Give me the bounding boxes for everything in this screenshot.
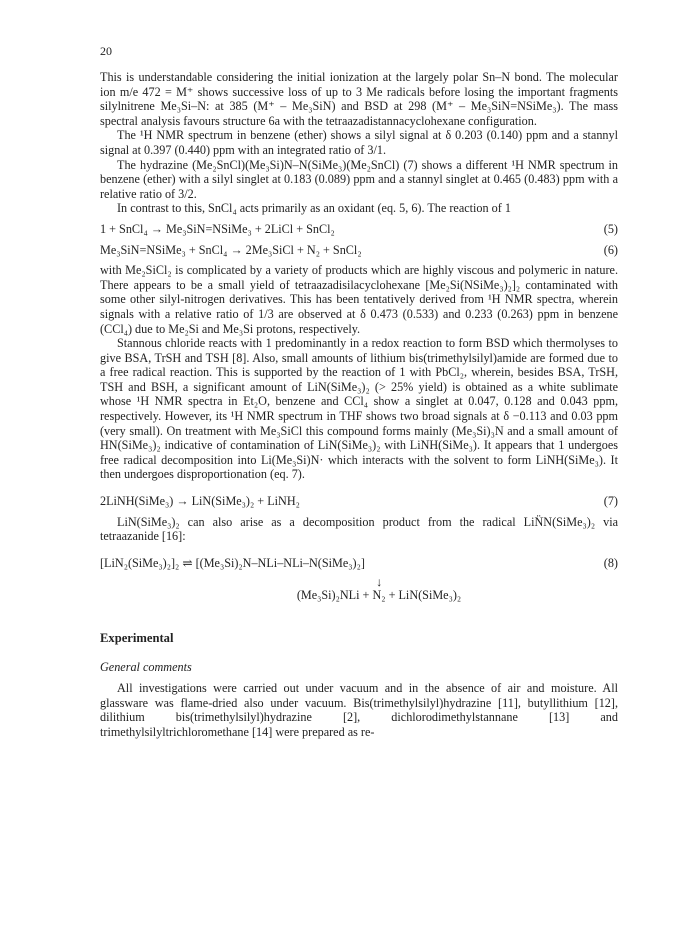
- paragraph-stannous-chloride: Stannous chloride reacts with 1 predominantly in a redox reaction to form BSD which thermolyses to give BSA, TrSH and TSH [8]. Also, small amounts of lithium bis(trimethylsilyl)amide are formed due to a free radical reaction. This is supported by the reaction of 1 with PbCl₂, wherein, besides BSA, TrSH, TSH and BSH, a significant amount of LiN(SiMe₃)₂ (> 25% yield) is obtained as a white sublimate whose ¹H NMR spectra in Et₂O, benzene and CCl₄ show a singlet at 0.047, 0.128 and 0.043 ppm, respectively. However, its ¹H NMR spectrum in THF shows two broad signals at δ −0.113 and 0.03 ppm (very small). On treatment with Me₃SiCl this compound forms mainly (Me₃Si)₃N and a small amount of HN(SiMe₃)₂ indicative of contamination of LiN(SiMe₃)₂ with LiNH(SiMe₃). It appears that 1 undergoes free radical decomposition into Li(Me₃Si)N· which interacts with the solvent to form LiNH(SiMe₃). It then undergoes disproportionation (eq. 7).: [100, 336, 618, 482]
- equation-8-down-arrow: ↓: [375, 575, 383, 590]
- paragraph-nmr-6a: The ¹H NMR spectrum in benzene (ether) shows a silyl signal at δ 0.203 (0.140) ppm and a stannyl signal at 0.397 (0.440) ppm with an integrated ratio of 3/1.: [100, 128, 618, 157]
- equation-6-number: (6): [603, 242, 618, 257]
- paragraph-tetraazanide: LiN(SiMe₃)₂ can also arise as a decomposition product from the radical LiN̈N(SiMe₃)₂ via tetraazanide [16]:: [100, 514, 618, 544]
- section-heading-experimental: Experimental: [100, 631, 174, 645]
- paragraph-me2sicl2: with Me₂SiCl₂ is complicated by a variety of products which are highly viscous and polymeric in nature. There appears to be a small yield of tetraazadisilacyclohexane [Me₂Si(NSiMe₃)₂]₂ contaminated with some other silyl-nitrogen derivatives. This has been tentatively derived from ¹H NMR spectra, wherein signals with a relative ratio of 1/3 are observed at δ 0.473 (0.533) and 0.233 (0.263) ppm in benzene (CCl₄) due to Me₂Si and Me₃Si protons, respectively.: [100, 263, 618, 336]
- subsection-heading-general-comments: General comments: [100, 660, 192, 674]
- paragraph-hydrazine-7: The hydrazine (Me₂SnCl)(Me₃Si)N–N(SiMe₃)(Me₂SnCl) (7) shows a different ¹H NMR spectrum in benzene (ether) with a silyl singlet at 0.183 (0.089) ppm and a stannyl singlet at 0.465 (0.483) ppm with a relative ratio of 3/2.: [100, 157, 618, 201]
- equation-7-text: 2LiNH(SiMe₃) → LiN(SiMe₃)₂ + LiNH₂: [100, 494, 300, 509]
- paragraph-mass-spectrum: This is understandable considering the initial ionization at the largely polar Sn–N bond. The molecular ion m/e 472 = M⁺ shows successive loss of up to 3 Me radicals before losing the important fragments silylnitrene Me₃Si–N: at 385 (M⁺ – Me₃SiN) and BSD at 298 (M⁺ – Me₃SiN=NSiMe₃). The mass spectral analysis favours structure 6a with the tetraazadistannacyclohexane configuration.: [100, 70, 618, 128]
- equation-7: [100, 494, 618, 509]
- equation-8-number: (8): [603, 555, 618, 570]
- equation-5: [100, 222, 618, 237]
- equation-6-text: Me₃SiN=NSiMe₃ + SnCl₄ → 2Me₃SiCl + N₂ + SnCl₂: [100, 242, 362, 257]
- equation-8: [100, 556, 618, 571]
- page-number: 20: [100, 44, 112, 58]
- paragraph-sncl4-intro: In contrast to this, SnCl₄ acts primarily as an oxidant (eq. 5, 6). The reaction of 1: [117, 201, 511, 216]
- equation-5-number: (5): [603, 221, 618, 236]
- equation-7-number: (7): [603, 494, 618, 509]
- equation-8-text: [LiN₂(SiMe₃)₂]₂ ⇌ [(Me₃Si)₂N–NLi–NLi–N(SiMe₃)₂]: [100, 555, 365, 570]
- paragraph-experimental: All investigations were carried out under vacuum and in the absence of air and moisture. All glassware was flame-dried also under vacuum. Bis(trimethylsilyl)hydrazine [11], butyllithium [12], dilithium bis(trimethylsilyl)hydrazine [2], dichlorodimethylstannane [13] and trimethylsilyltrichloromethane [14] were prepared as re-: [100, 681, 618, 739]
- equation-6: [100, 243, 618, 258]
- equation-5-text: 1 + SnCl₄ → Me₃SiN=NSiMe₃ + 2LiCl + SnCl₂: [100, 221, 335, 236]
- equation-8-products: (Me₃Si)₂NLi + N₂ + LiN(SiMe₃)₂: [296, 588, 462, 603]
- article-body: [100, 70, 618, 739]
